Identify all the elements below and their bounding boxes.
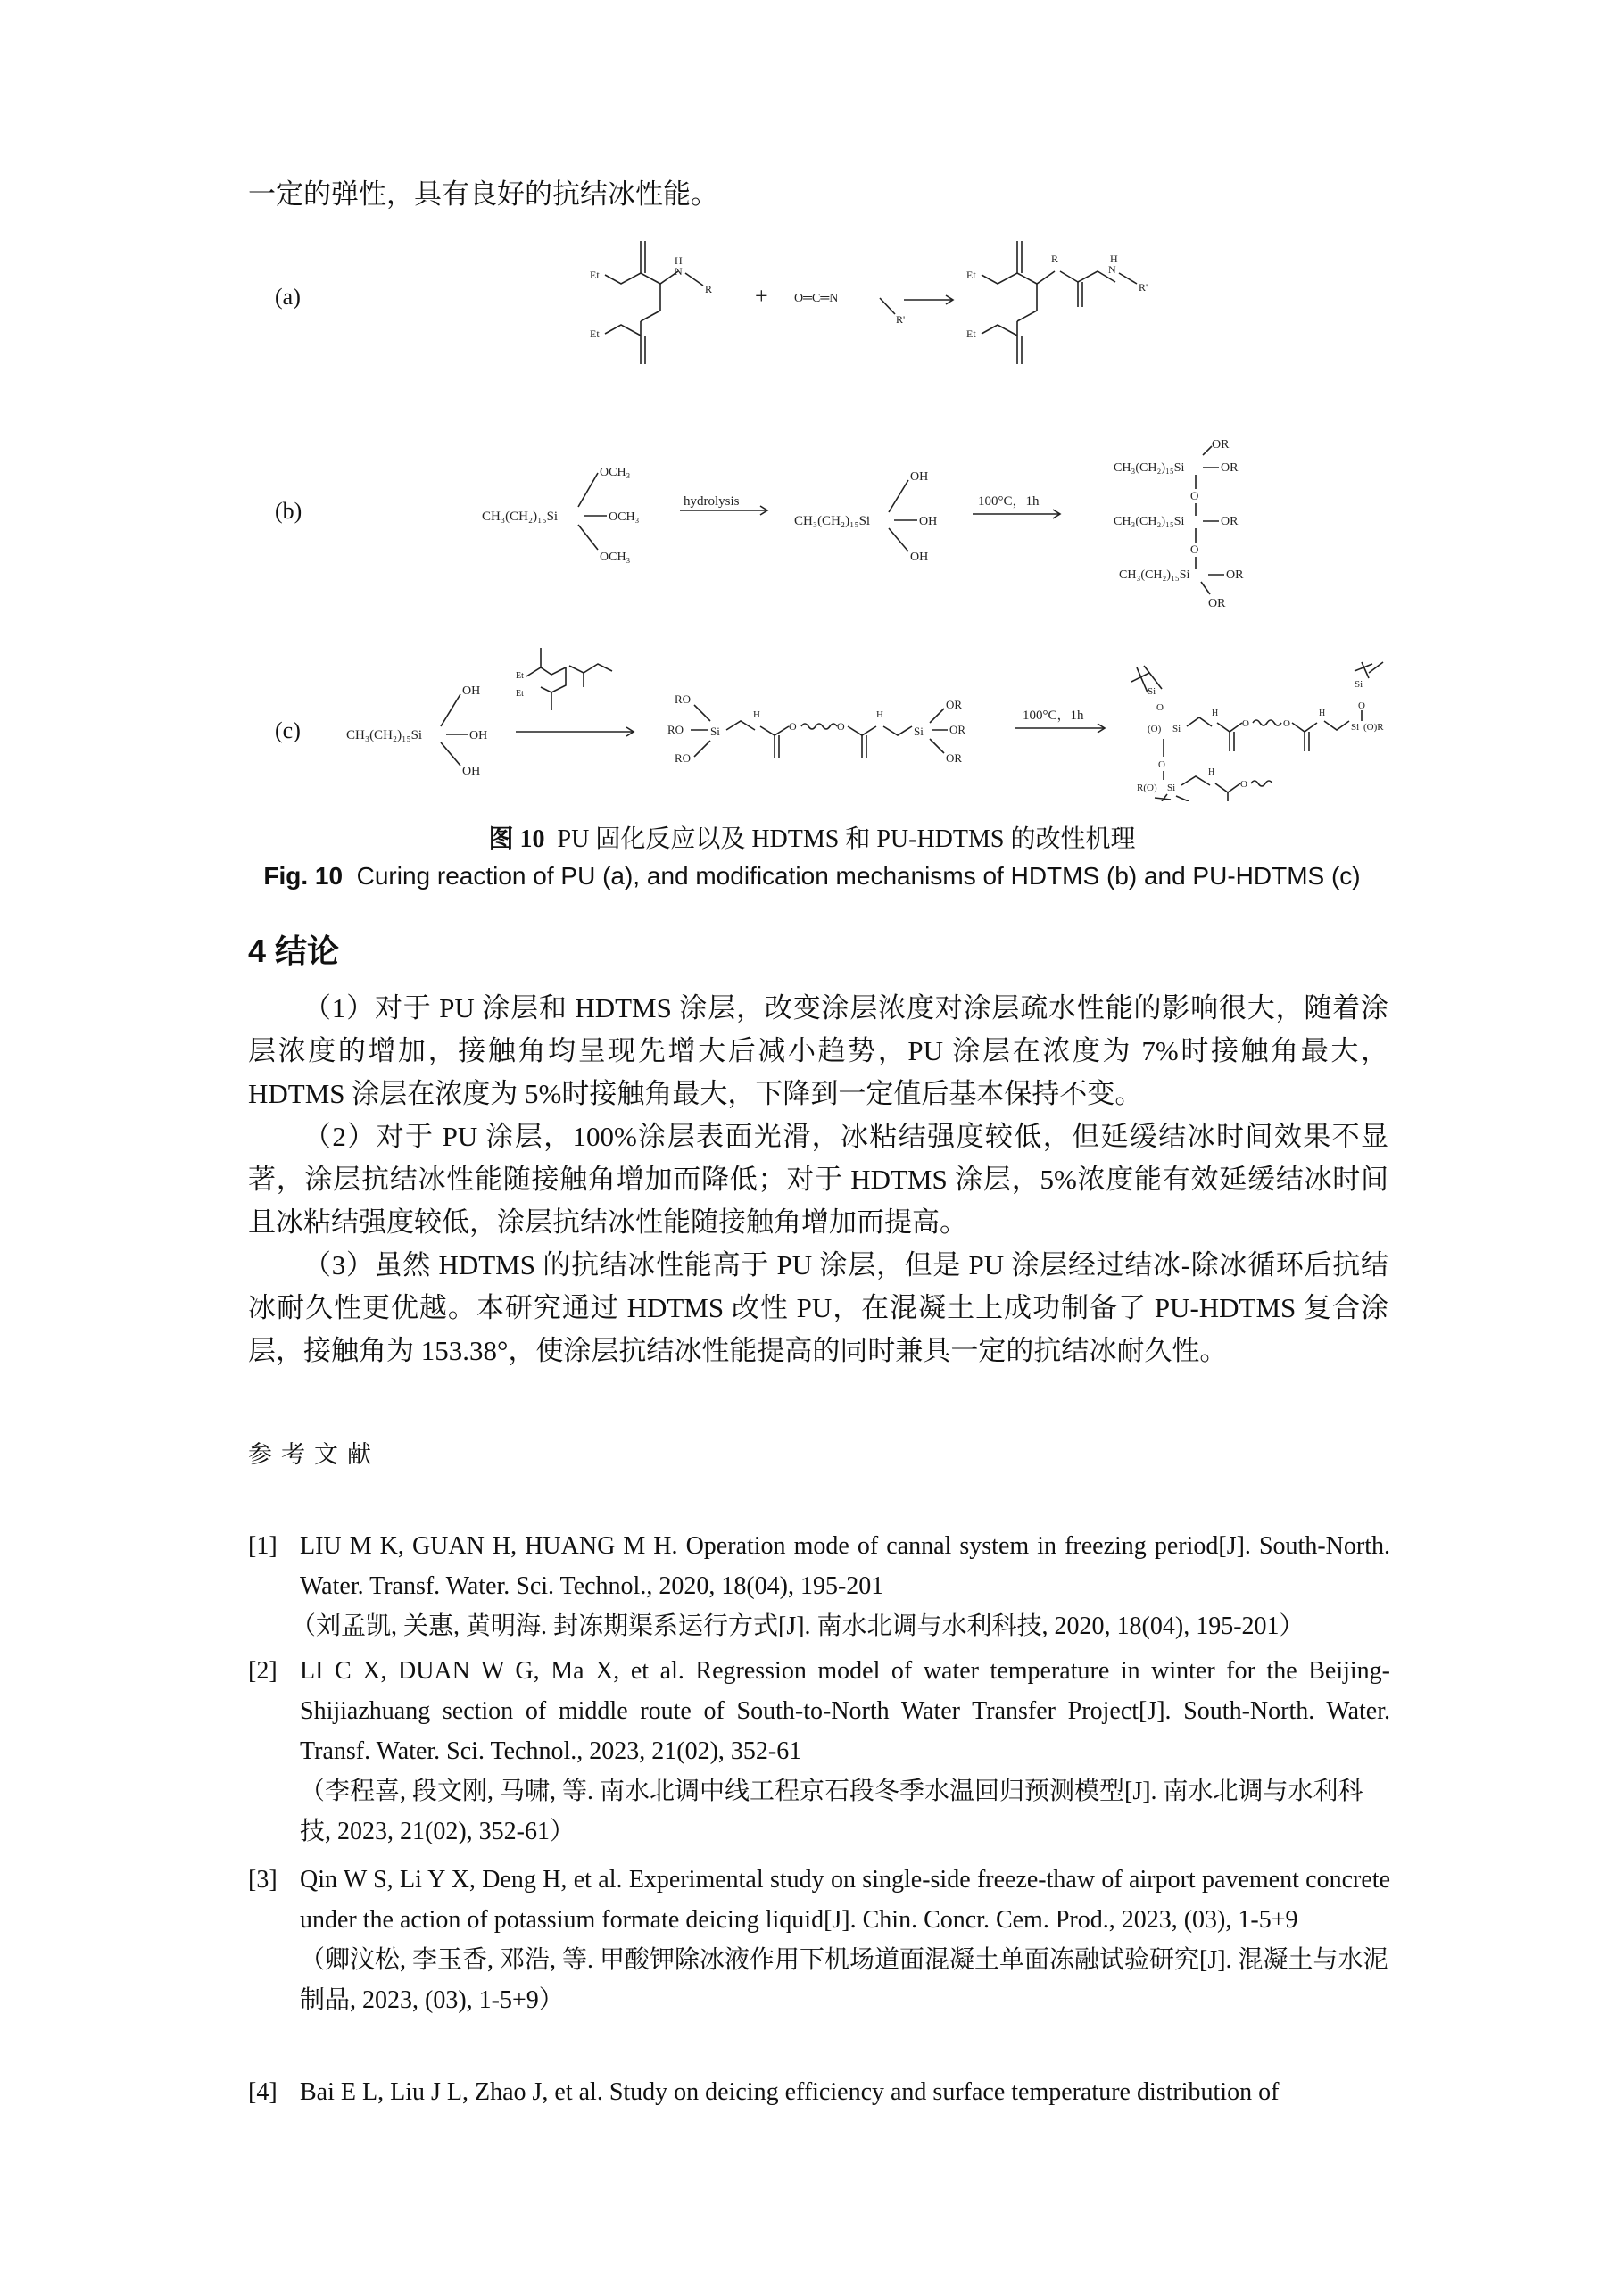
reference-chinese: （李程喜, 段文刚, 马啸, 等. 南水北调中线工程京石段冬季水温回归预测模型[J]. 南水北调与水利科技, 2023, 21(02), 352-61） [300,1778,1363,1845]
label-oh-c1: OH [462,684,481,698]
scheme-a-reactant [590,241,712,364]
label-r-prime-a2: R' [1139,281,1148,294]
svg-text:O: O [1190,489,1199,502]
reference-chinese: （刘孟凯, 关惠, 黄明海. 封冻期渠系运行方式[J]. 南水北调与水利科技, 2020, 18(04), 195-201） [291,1612,1305,1640]
panel-label-a: (a) [275,284,301,310]
reference-number: [2] [248,1657,278,1685]
svg-text:Si: Si [710,725,720,738]
scheme-a-product [966,241,1148,364]
svg-text:O: O [1158,759,1165,770]
label-silane-b1: CH₃(CH₂)₁₅Si [482,510,559,524]
svg-text:Si: Si [1172,724,1181,734]
label-h-c4: H [1319,709,1326,718]
label-oh-b3: OH [910,551,929,564]
label-h-c3: H [1212,709,1219,718]
label-silane-b3: CH₃(CH₂)₁₅Si [1114,461,1185,475]
scheme-c-silanol [346,684,487,778]
svg-text:Si: Si [1351,722,1360,733]
label-o-paren-c1: (O) [1148,724,1162,734]
label-silane-b2: CH₃(CH₂)₁₅Si [794,514,871,528]
label-or-b1: OR [1212,438,1230,452]
section-title: 4 结论 [248,932,340,969]
reaction-scheme [248,221,1399,801]
scheme-b-hdtms [482,466,640,564]
label-h-c2: H [876,709,883,720]
svg-text:O: O [789,720,797,733]
figure-caption-cn-label: 图 10 [488,825,545,853]
scheme-c-pu-prepolymer [516,648,612,710]
svg-text:O: O [1283,718,1290,729]
label-r-a1: R [705,283,713,295]
label-et-a2: Et [590,327,600,340]
label-r-prime-a1: R' [896,313,906,326]
reference-number: [3] [248,1866,278,1894]
label-och3-1: OCH₃ [600,466,631,479]
label-och3-3: OCH₃ [600,551,631,564]
label-oh-b2: OH [919,515,938,528]
label-o-r-paren-c1: (O)R [1363,722,1384,733]
label-et-a1: Et [590,269,600,281]
label-or-c1: OR [946,698,963,711]
svg-text:Si: Si [1355,679,1363,690]
label-ro-c3: RO [675,751,692,765]
lead-text: 一定的弹性，具有良好的抗结冰性能。 [248,178,718,210]
scheme-b-silanol [794,470,937,564]
label-oh-c2: OH [469,729,488,742]
plus-sign: + [755,283,768,309]
label-ro-c1: RO [675,692,692,706]
reference-english: LI C X, DUAN W G, Ma X, et al. Regression model of water temperature in winter for the Beijing-Shijiazhuang section of middle route of South-to-North Water Transfer Project[J]. South-North. Water. Transf. Water. Sci. Technol., 2023, 21(02), 352-61 [300,1657,1390,1765]
conclusion-paragraph-2: （2）对于 PU 涂层，100%涂层表面光滑，冰粘结强度较低，但延缓结冰时间效果不显著，涂层抗结冰性能随接触角增加而降低；对于 HDTMS 涂层，5%浓度能有效延缓结冰时间且冰粘结强度较低，涂层抗结冰性能随接触角增加而提高。 [248,1121,1388,1238]
label-oh-b1: OH [910,470,929,484]
svg-text:Si: Si [1148,686,1156,697]
svg-text:O: O [1242,718,1249,729]
svg-text:Si: Si [914,725,924,738]
label-or-c3: OR [946,751,963,765]
label-r-o-paren-c1: R(O) [1137,783,1157,793]
label-h-a1: H [675,254,683,267]
figure-10 [248,221,1399,801]
reference-item [248,1651,1390,1852]
panel-label-b: (b) [275,498,302,524]
scheme-a-isocyanate [794,292,905,326]
svg-text:O: O [1190,543,1199,556]
label-or-b4: OR [1226,568,1244,582]
svg-text:O: O [1156,702,1164,713]
figure-caption-en-label: Fig. 10 [263,862,344,890]
label-or-b2: OR [1221,461,1239,475]
svg-text:O: O [837,720,845,733]
label-oh-c3: OH [462,765,481,778]
reference-item [248,1526,1390,1646]
label-et-a4: Et [966,327,976,340]
figure-caption-cn-text: PU 固化反应以及 HDTMS 和 PU-HDTMS 的改性机理 [557,825,1136,853]
reference-english: Bai E L, Liu J L, Zhao J, et al. Study on deicing efficiency and surface temperature distribution of [300,2078,1280,2106]
label-heat-b: 100°C，1h [978,494,1040,509]
conclusion-paragraph-3: （3）虽然 HDTMS 的抗结冰性能高于 PU 涂层，但是 PU 涂层经过结冰-除冰循环后抗结冰耐久性更优越。本研究通过 HDTMS 改性 PU，在混凝土上成功制备了 PU-HDTMS 复合涂层，接触角为 153.38°，使涂层抗结冰性能提高的同时兼具一定的抗结冰耐久性。 [248,1249,1388,1366]
svg-text:Et: Et [516,689,524,699]
svg-text:O: O [1358,700,1365,711]
reference-item [248,1860,1390,2020]
label-or-b5: OR [1208,597,1226,610]
label-silane-b5: CH₃(CH₂)₁₅Si [1119,568,1190,582]
label-h-c1: H [753,709,760,720]
svg-text:O: O [1240,779,1247,790]
label-or-c2: OR [949,723,966,736]
reference-english: Qin W S, Li Y X, Deng H, et al. Experimental study on single-side freeze-thaw of airport pavement concrete under the action of potassium formate deicing liquid[J]. Chin. Concr. Cem. Prod., 2023, (03), 1-5+9 [300,1866,1390,1934]
label-r-a2: R [1051,253,1059,265]
reference-english: LIU M K, GUAN H, HUANG M H. Operation mode of cannal system in freezing period[J]. South-North. Water. Transf. Water. Sci. Technol., 2020, 18(04), 195-201 [300,1532,1390,1600]
reference-chinese: （卿汶松, 李玉香, 邓浩, 等. 甲酸钾除冰液作用下机场道面混凝土单面冻融试验研究[J]. 混凝土与水泥制品, 2023, (03), 1-5+9） [300,1946,1388,2014]
label-hydrolysis: hydrolysis [684,494,740,509]
label-h-a2: H [1110,253,1118,265]
label-isocyanate: O═C═N [794,292,839,305]
scheme-c-product [1131,662,1384,801]
figure-caption-en [0,862,1624,891]
reference-number: [4] [248,2078,278,2106]
label-heat-c: 100°C，1h [1023,709,1084,723]
figure-caption-cn [0,819,1624,855]
reference-number: [1] [248,1532,278,1560]
figure-caption-en-text: Curing reaction of PU (a), and modification mechanisms of HDTMS (b) and PU-HDTMS (c) [356,862,1361,890]
conclusion-paragraph-1: （1）对于 PU 涂层和 HDTMS 涂层，改变涂层浓度对涂层疏水性能的影响很大，随着涂层浓度的增加，接触角均呈现先增大后减小趋势，PU 涂层在浓度为 7%时接触角最大，HDTMS 涂层在浓度为 5%时接触角最大，下降到一定值后基本保持不变。 [248,992,1388,1109]
label-et-a3: Et [966,269,976,281]
label-silane-b4: CH₃(CH₂)₁₅Si [1114,515,1185,528]
references-title: 参考文献 [248,1441,380,1468]
label-silane-c1: CH₃(CH₂)₁₅Si [346,728,423,742]
label-h-c5: H [1208,767,1215,777]
label-or-b3: OR [1221,515,1239,528]
label-n-a1: N [675,265,683,278]
scheme-c-intermediate [667,692,965,765]
label-ro-c2: RO [667,723,684,736]
svg-text:Et: Et [516,671,524,681]
label-och3-2: OCH₃ [609,510,640,524]
svg-text:Si: Si [1167,783,1176,793]
scheme-b-network [1114,438,1244,610]
reference-item [248,2072,1390,2112]
panel-label-c: (c) [275,717,301,743]
label-n-a2: N [1108,263,1116,276]
